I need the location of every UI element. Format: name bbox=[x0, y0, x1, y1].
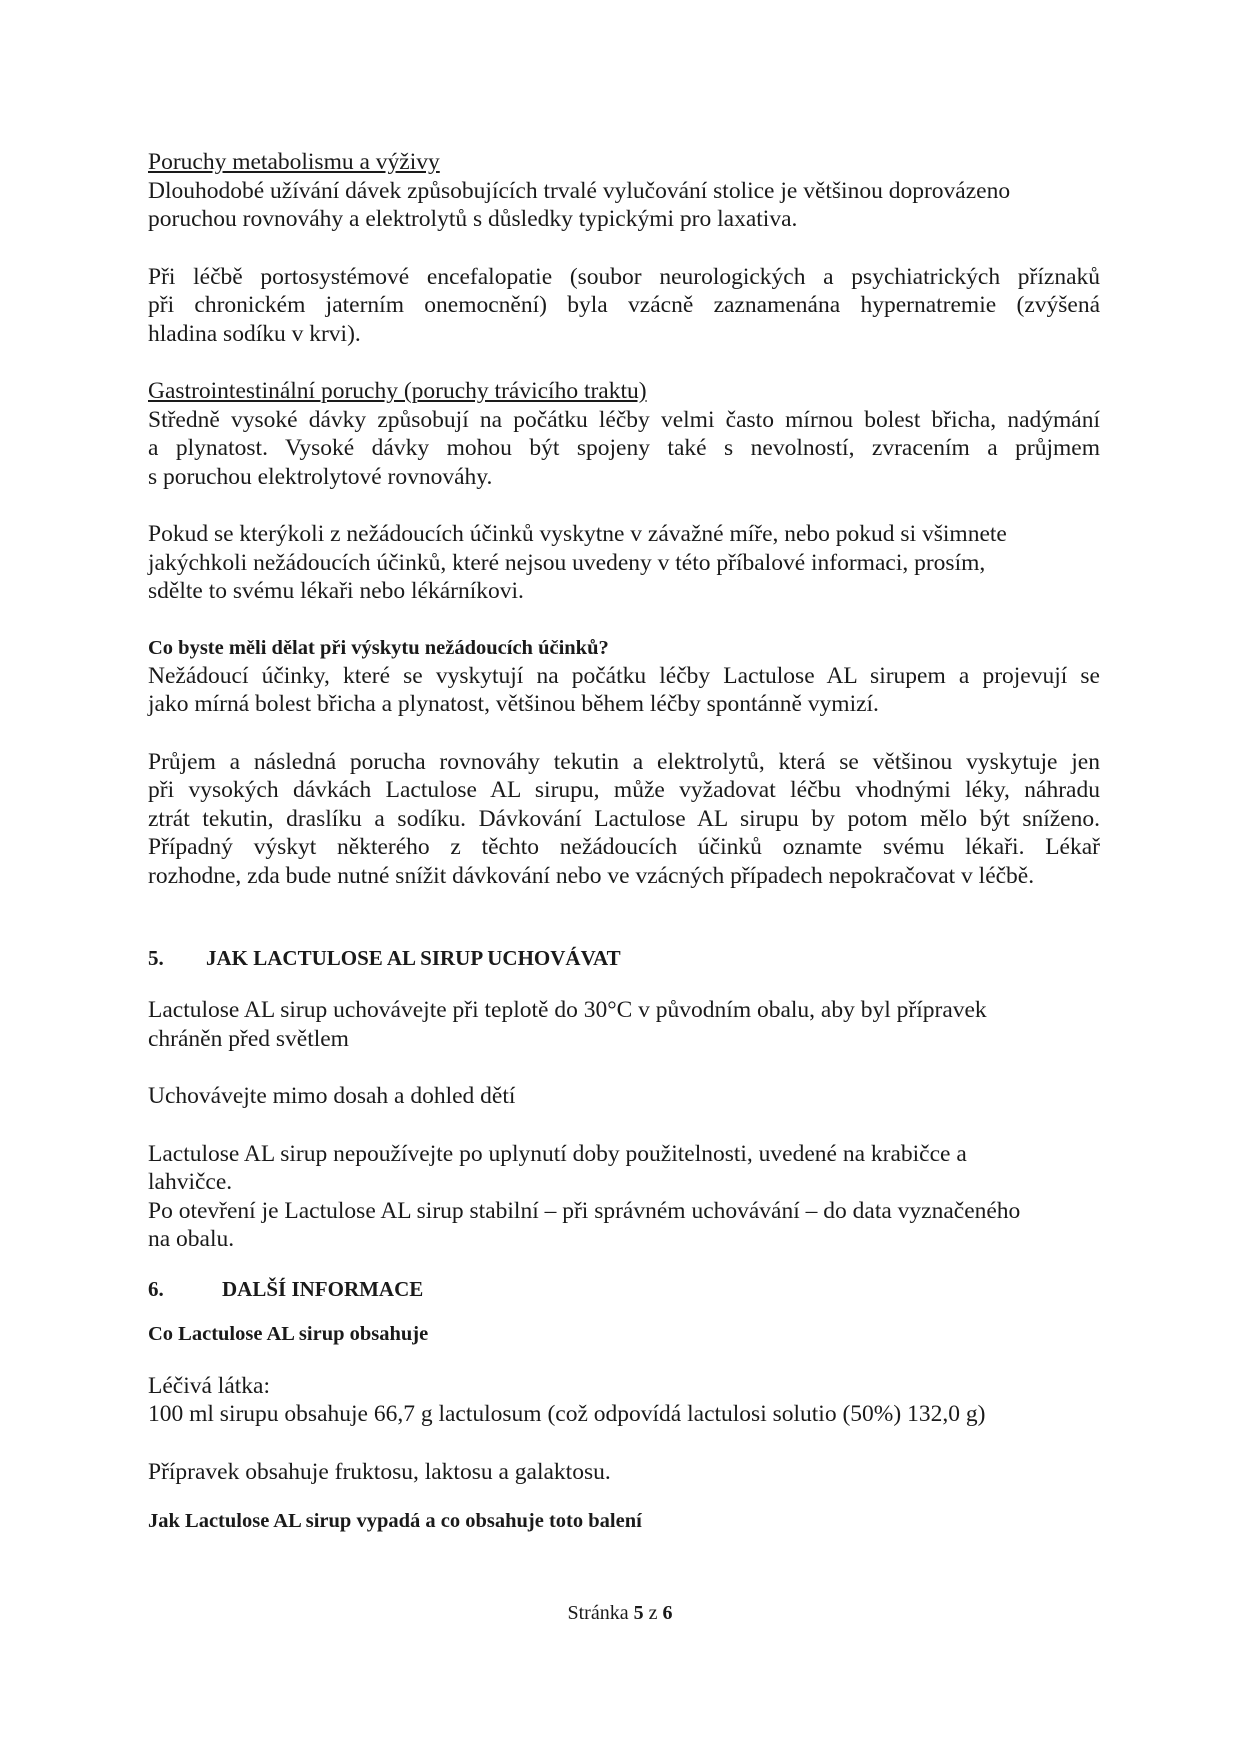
text-line: poruchou rovnováhy a elektrolytů s důsledky typickými pro laxativa. bbox=[148, 206, 798, 232]
paragraph-report bbox=[148, 520, 1100, 606]
section-6-heading bbox=[148, 1275, 1100, 1303]
text-line: Při léčbě portosystémové encefalopatie (soubor neurologických a psychiatrických příznaků bbox=[148, 263, 1100, 290]
page-separator: z bbox=[648, 1602, 658, 1624]
text-line: ztrát tekutin, draslíku a sodíku. Dávkování Lactulose AL sirupu by potom mělo být sníženo. bbox=[148, 805, 1100, 832]
text-line: při vysokých dávkách Lactulose AL sirupu, může vyžadovat léčbu vhodnými léky, náhradu bbox=[148, 777, 1100, 803]
paragraph-active-substance bbox=[148, 1372, 1100, 1429]
text-line: a plynatost. Vysoké dávky mohou být spojeny také s nevolností, zvracením a průjmem bbox=[148, 435, 1100, 461]
document-page bbox=[148, 148, 1100, 1535]
paragraph-storage-expiry bbox=[148, 1140, 1100, 1254]
subheading-appearance: Jak Lactulose AL sirup vypadá a co obsahuje toto balení bbox=[148, 1510, 642, 1532]
section-number: 6. bbox=[148, 1276, 164, 1301]
text-line: chráněn před světlem bbox=[148, 1025, 349, 1052]
text-line: lahvičce. bbox=[148, 1169, 233, 1195]
paragraph-diarrhea bbox=[148, 748, 1100, 891]
paragraph-storage-children: Uchovávejte mimo dosah a dohled dětí bbox=[148, 1083, 516, 1109]
section-heading-metabolism: Poruchy metabolismu a výživy bbox=[148, 149, 440, 175]
paragraph-gastro bbox=[148, 406, 1100, 492]
text-line: jakýchkoli nežádoucích účinků, které nejsou uvedeny v této příbalové informaci, prosím, bbox=[148, 549, 986, 576]
text-line: Nežádoucí účinky, které se vyskytují na počátku léčby Lactulose AL sirupem a projevují se bbox=[148, 662, 1100, 689]
text-line: hladina sodíku v krvi). bbox=[148, 320, 361, 347]
section-title: DALŠÍ INFORMACE bbox=[222, 1276, 424, 1301]
section-heading-gastro: Gastrointestinální poruchy (poruchy trávicího traktu) bbox=[148, 378, 647, 404]
page-footer bbox=[0, 1600, 1240, 1626]
page-label: Stránka bbox=[567, 1602, 629, 1624]
current-page-number: 5 bbox=[633, 1602, 644, 1624]
text-line: sdělte to svému lékaři nebo lékárníkovi. bbox=[148, 578, 524, 604]
text-line: s poruchou elektrolytové rovnováhy. bbox=[148, 463, 493, 490]
section-title: JAK LACTULOSE AL SIRUP UCHOVÁVAT bbox=[206, 946, 621, 970]
subheading-what-to-do: Co byste měli dělat při výskytu nežádoucích účinků? bbox=[148, 636, 609, 659]
paragraph-storage-temperature bbox=[148, 996, 1100, 1053]
text-line: Lactulose AL sirup nepoužívejte po uplynutí doby použitelnosti, uvedené na krabičce a bbox=[148, 1140, 967, 1167]
text-line: Pokud se kterýkoli z nežádoucích účinků vyskytne v závažné míře, nebo pokud si všimnete bbox=[148, 521, 1007, 547]
paragraph-metabolism bbox=[148, 177, 1100, 234]
paragraph-excipients: Přípravek obsahuje fruktosu, laktosu a galaktosu. bbox=[148, 1458, 611, 1485]
text-line: jako mírná bolest břicha a plynatost, většinou během léčby spontánně vymizí. bbox=[148, 691, 879, 717]
paragraph-encephalopathy bbox=[148, 263, 1100, 349]
text-line: Případný výskyt některého z těchto nežádoucích účinků oznamte svému lékaři. Lékař bbox=[148, 834, 1100, 860]
text-line: Průjem a následná porucha rovnováhy tekutin a elektrolytů, která se většinou vyskytuje jen bbox=[148, 748, 1100, 775]
text-line: Dlouhodobé užívání dávek způsobujících trvalé vylučování stolice je většinou doprovázeno bbox=[148, 177, 1011, 204]
paragraph-what-to-do bbox=[148, 662, 1100, 719]
section-5-heading bbox=[148, 944, 1100, 972]
text-line: na obalu. bbox=[148, 1226, 235, 1252]
text-line: Středně vysoké dávky způsobují na počátku léčby velmi často mírnou bolest břicha, nadýmání bbox=[148, 406, 1100, 433]
total-page-count: 6 bbox=[662, 1602, 673, 1624]
active-substance-text: 100 ml sirupu obsahuje 66,7 g lactulosum (což odpovídá lactulosi solutio (50%) 132,0 g) bbox=[148, 1401, 986, 1427]
section-number: 5. bbox=[148, 946, 164, 970]
active-substance-label: Léčivá látka: bbox=[148, 1372, 270, 1399]
text-line: při chronickém jaterním onemocnění) byla vzácně zaznamenána hypernatremie (zvýšená bbox=[148, 292, 1100, 318]
subheading-contents: Co Lactulose AL sirup obsahuje bbox=[148, 1322, 429, 1345]
text-line: Lactulose AL sirup uchovávejte při teplotě do 30°C v původním obalu, aby byl přípravek bbox=[148, 997, 987, 1023]
text-line: Po otevření je Lactulose AL sirup stabilní – při správném uchovávání – do data vyznačeného bbox=[148, 1197, 1021, 1224]
text-line: rozhodne, zda bude nutné snížit dávkování nebo ve vzácných případech nepokračovat v léčbě. bbox=[148, 862, 1035, 889]
